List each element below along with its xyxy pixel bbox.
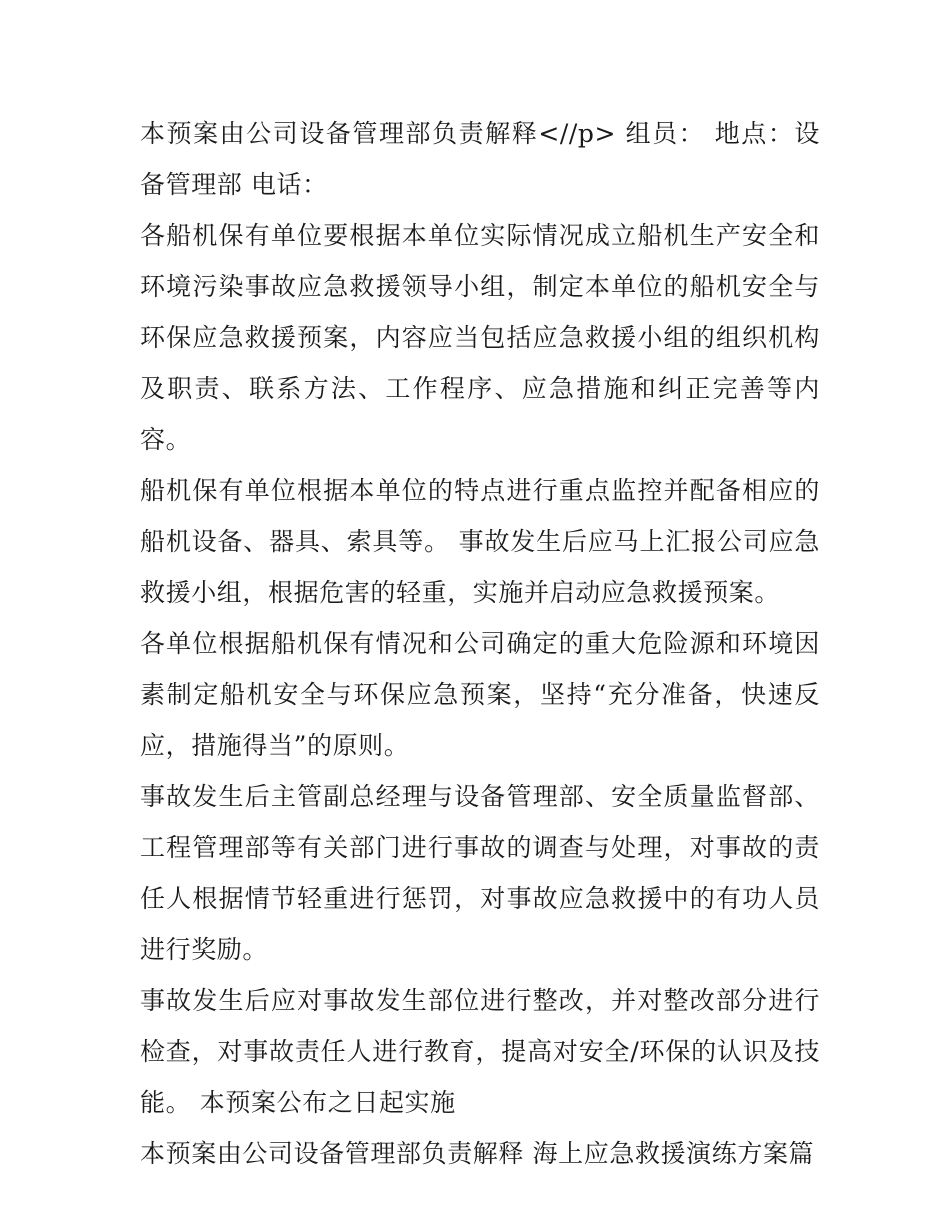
paragraph-emergency-plan-principle: 各单位根据船机保有情况和公司确定的重大危险源和环境因素制定船机安全与环保应急预案，坚持“充分准备，快速反应，措施得当”的原则。	[140, 629, 820, 760]
paragraph-closing: 本预案由公司设备管理部负责解释 海上应急救援演练方案篇	[140, 1139, 815, 1168]
paragraph-investigation: 事故发生后主管副总经理与设备管理部、安全质量监督部、工程管理部等有关部门进行事故的调查与处理，对事故的责任人根据情节轻重进行惩罚，对事故应急救援中的有功人员进行奖励。	[140, 782, 820, 964]
paragraph-rectification: 事故发生后应对事故发生部位进行整改，并对整改部分进行检查，对事故责任人进行教育，提高对安全/环保的认识及技能。 本预案公布之日起实施	[140, 986, 820, 1117]
document-body	[140, 108, 820, 1179]
paragraph-leadership-group: 各船机保有单位要根据本单位实际情况成立船机生产安全和环境污染事故应急救援领导小组，制定本单位的船机安全与环保应急救援预案，内容应当包括应急救援小组的组织机构及职责、联系方法、工作程序、应急措施和纠正完善等内容。	[140, 221, 820, 454]
paragraph-responsibility-contacts: 本预案由公司设备管理部负责解释<//p> 组员： 地点：设备管理部 电话：	[140, 119, 820, 199]
paragraph-monitoring-reporting: 船机保有单位根据本单位的特点进行重点监控并配备相应的船机设备、器具、索具等。 事故发生后应马上汇报公司应急救援小组，根据危害的轻重，实施并启动应急救援预案。	[140, 476, 820, 607]
